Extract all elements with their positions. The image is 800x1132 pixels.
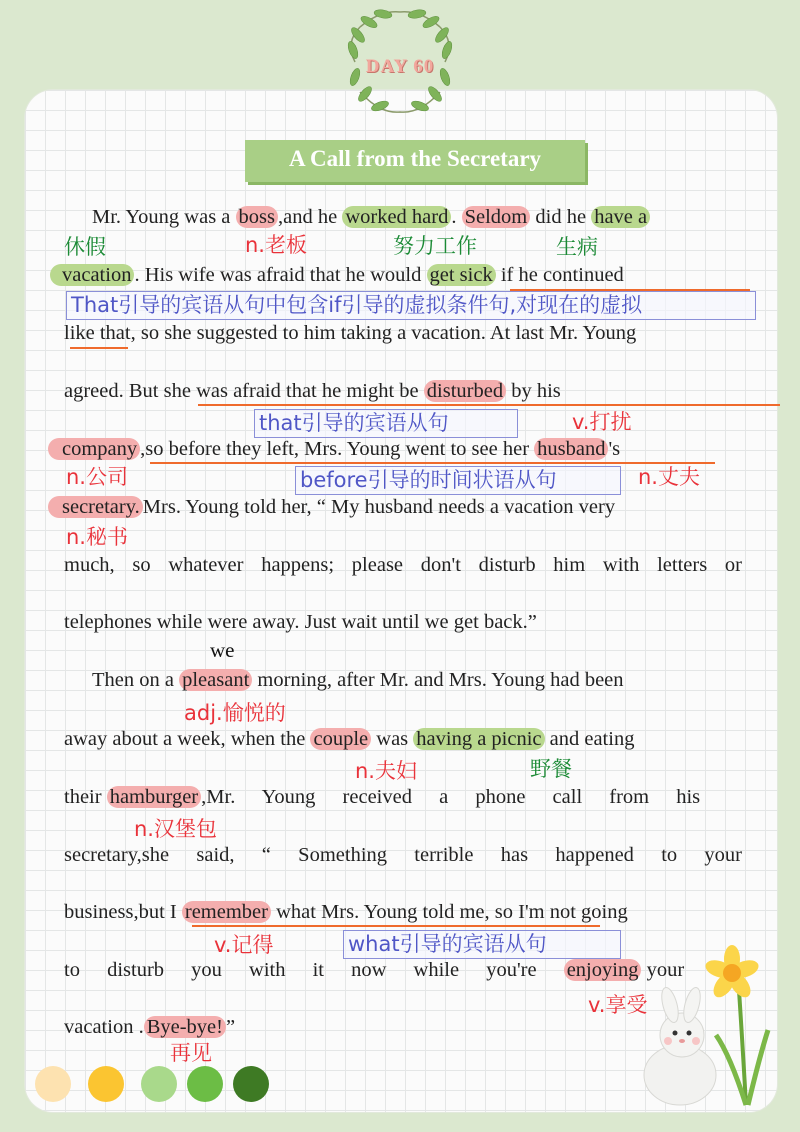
underline	[150, 462, 715, 464]
vocab-highlight: Seldom	[462, 206, 531, 228]
annotation-enjoy: v.享受	[588, 993, 648, 1017]
phrase-highlight: worked hard	[342, 206, 451, 228]
annotation-worked-hard: 努力工作	[393, 234, 477, 258]
text-segment: business,but I	[64, 901, 182, 923]
annotation-hamburger: n.汉堡包	[134, 817, 217, 841]
text-line-1	[92, 203, 650, 231]
text-segment: .	[451, 206, 462, 228]
text-line-13	[64, 898, 628, 926]
vocab-highlight: hamburger	[107, 786, 201, 808]
text-segment: what Mrs. Young told me, so I'm not going	[270, 901, 628, 923]
annotation-pleasant: adj.愉悦的	[184, 701, 286, 725]
text-segment: Then on a	[92, 669, 180, 691]
vocab-highlight: boss	[236, 206, 278, 228]
text-segment: was	[371, 728, 414, 750]
vocab-highlight: husband	[534, 438, 608, 460]
text-line-2	[50, 261, 624, 289]
color-dot	[88, 1066, 124, 1102]
color-dot	[35, 1066, 71, 1102]
annotation-we: we	[210, 638, 235, 662]
annotation-byebye: 再见	[170, 1041, 212, 1065]
vocab-highlight: couple	[310, 728, 371, 750]
annotation-picnic: 野餐	[530, 757, 572, 781]
grammar-note-box: that引导的宾语从句	[254, 409, 518, 438]
page-title: A Call from the Secretary	[288, 146, 542, 171]
text-line-11	[64, 783, 700, 811]
annotation-secretary: n.秘书	[66, 525, 128, 549]
text-segment: ,so before they left, Mrs. Young went to see her	[140, 438, 535, 460]
vocab-highlight: Bye-bye!	[144, 1016, 226, 1038]
text-segment: if he continued	[495, 264, 624, 286]
text-segment: did he	[530, 206, 592, 228]
annotation-boss: n.老板	[245, 233, 307, 257]
text-segment: to disturb you with it now while you're	[64, 959, 564, 981]
text-segment: by his	[506, 380, 561, 402]
phrase-highlight: having a picnic	[413, 728, 544, 750]
color-dot	[233, 1066, 269, 1102]
annotation-holiday: 休假	[64, 235, 106, 259]
color-dot	[141, 1066, 177, 1102]
annotation-company: n.公司	[66, 465, 128, 489]
text-segment: 's	[608, 438, 621, 460]
vocab-highlight: secretary.	[48, 496, 143, 518]
text-segment: morning, after Mr. and Mrs. Young had been	[252, 669, 624, 691]
vocab-highlight: enjoying	[564, 959, 642, 981]
text-line-8: telephones while were away. Just wait until we get back.”	[64, 611, 537, 633]
vocab-highlight: pleasant	[179, 669, 252, 691]
text-segment: your	[641, 959, 685, 981]
annotation-disturb: v.打扰	[572, 410, 632, 434]
vocab-highlight: remember	[182, 901, 271, 923]
text-line-9	[92, 666, 624, 694]
annotation-couple: n.夫妇	[355, 759, 417, 783]
grammar-note-box: That引导的宾语从句中包含if引导的虚拟条件句,对现在的虚拟	[66, 291, 756, 320]
text-line-3: like that, so she suggested to him taking a vacation. At last Mr. Young	[64, 322, 637, 344]
bunny-daffodil-icon	[620, 935, 780, 1115]
underline	[192, 925, 600, 927]
text-segment: ”	[225, 1016, 236, 1038]
text-segment: ,Mr. Young received a phone call from his	[201, 786, 701, 808]
text-line-6	[48, 493, 615, 521]
underline	[70, 347, 128, 349]
annotation-get-sick: 生病	[556, 235, 598, 259]
text-line-5	[48, 435, 620, 463]
vocab-highlight: company	[48, 438, 140, 460]
text-segment: ,and he	[278, 206, 343, 228]
text-segment: Mrs. Young told her, “ My husband needs a vacation very	[142, 496, 616, 518]
underline	[198, 404, 780, 406]
grammar-note-box: what引导的宾语从句	[343, 930, 621, 959]
text-line-15	[64, 1013, 235, 1041]
text-segment: and eating	[544, 728, 635, 750]
color-dot	[187, 1066, 223, 1102]
grammar-note-box: before引导的时间状语从句	[295, 466, 621, 495]
text-line-12: secretary,she said, “ Something terrible has happened to your	[64, 844, 742, 866]
vocab-highlight: disturbed	[424, 380, 506, 402]
phrase-highlight: vacation	[50, 264, 134, 286]
text-segment: vacation .	[64, 1016, 144, 1038]
phrase-highlight: get sick	[427, 264, 496, 286]
annotation-husband: n.丈夫	[638, 465, 700, 489]
text-line-10	[64, 725, 634, 753]
text-line-7: much, so whatever happens; please don't disturb him with letters or	[64, 554, 742, 576]
text-segment: Mr. Young was a	[92, 206, 231, 228]
text-line-4	[64, 377, 561, 405]
day-label: DAY 60	[365, 56, 435, 77]
text-segment: their	[64, 786, 107, 808]
text-segment: . His wife was afraid that he would	[134, 264, 427, 286]
phrase-highlight: have a	[591, 206, 650, 228]
text-segment: away about a week, when the	[64, 728, 311, 750]
text-segment: agreed. But she was afraid that he might be	[64, 380, 424, 402]
annotation-remember: v.记得	[214, 933, 274, 957]
